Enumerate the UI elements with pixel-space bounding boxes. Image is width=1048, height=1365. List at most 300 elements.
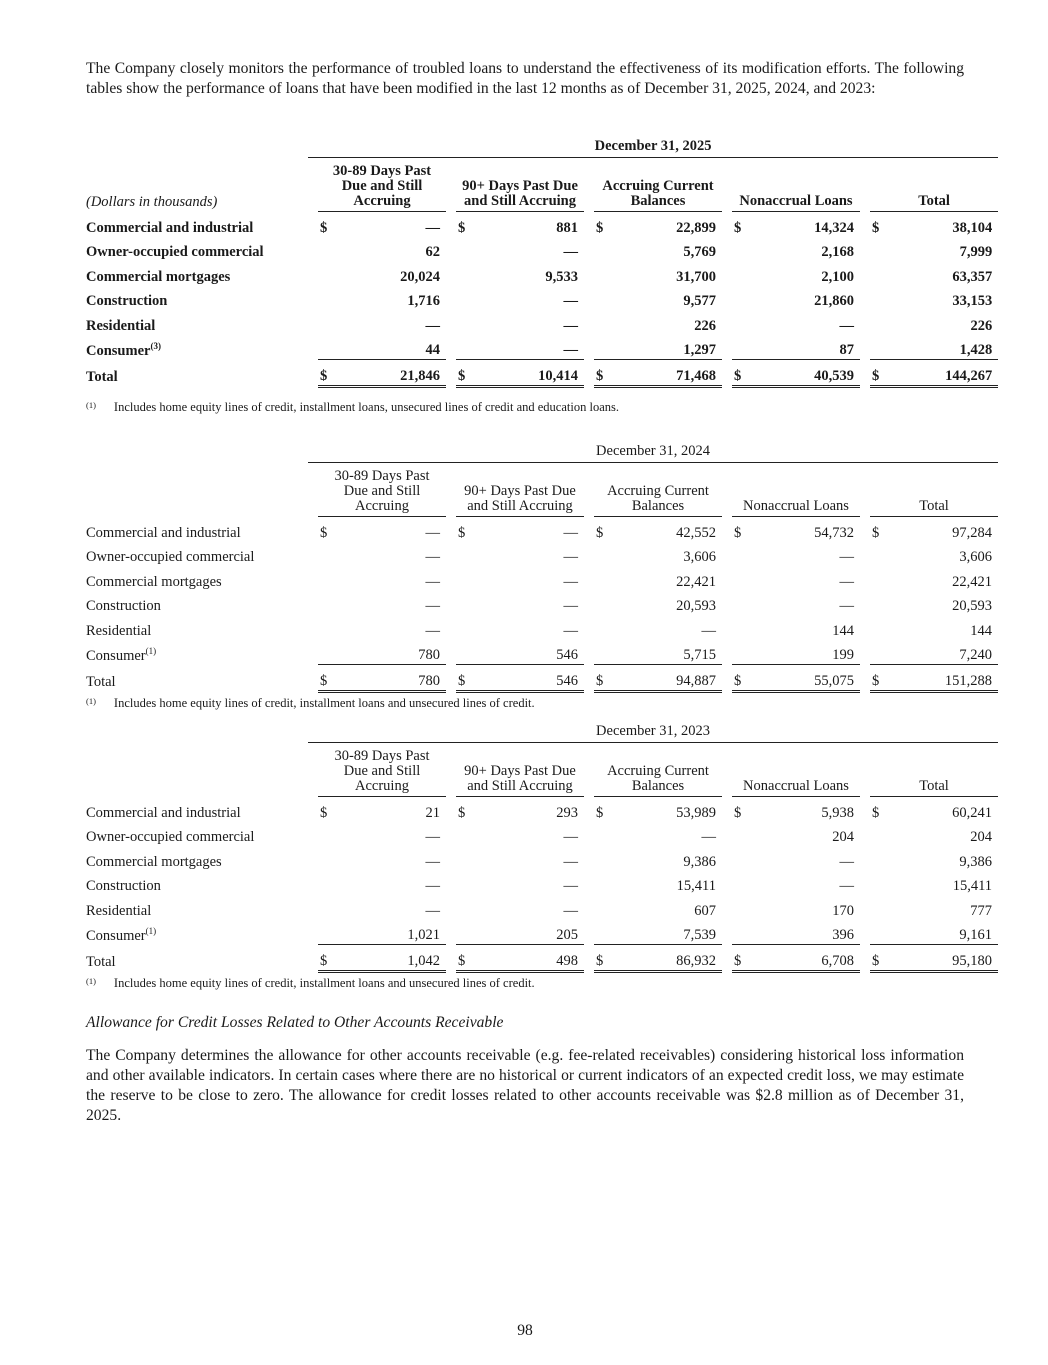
footnote-2024 <box>86 696 535 711</box>
table-row <box>86 846 998 871</box>
spacer <box>722 212 732 237</box>
currency-symbol: $ <box>318 945 334 972</box>
spacer <box>722 261 732 286</box>
row-label <box>86 360 308 387</box>
spacer <box>446 158 456 212</box>
table-row <box>86 615 998 640</box>
currency-symbol <box>456 591 472 616</box>
cell-value: — <box>563 573 578 590</box>
cell-value: 6,708 <box>748 945 860 972</box>
spacer <box>308 945 318 972</box>
spacer <box>86 138 308 158</box>
row-label-text: Residential <box>86 317 156 334</box>
spacer <box>584 158 594 212</box>
spacer <box>446 566 456 591</box>
spacer <box>584 360 594 387</box>
spacer <box>446 846 456 871</box>
currency-symbol <box>456 846 472 871</box>
currency-symbol <box>732 261 748 286</box>
currency-symbol: $ <box>458 524 466 541</box>
currency-symbol <box>594 920 610 945</box>
currency-symbol <box>318 640 334 665</box>
spacer <box>584 463 594 517</box>
column-header: Total <box>870 158 998 212</box>
column-header: Total <box>870 463 998 517</box>
table-row <box>86 871 998 896</box>
column-header: 90+ Days Past Due and Still Accruing <box>456 463 584 517</box>
currency-symbol <box>870 640 886 665</box>
row-label <box>86 310 308 335</box>
currency-symbol: $ <box>732 945 748 972</box>
cell-value: 15,411 <box>952 878 993 894</box>
cell-value: 9,386 <box>959 853 993 870</box>
spacer <box>308 895 318 920</box>
cell-value: — <box>563 598 578 614</box>
currency-symbol <box>318 335 334 360</box>
cell-value: 1,021 <box>334 920 446 945</box>
cell-value: 1,428 <box>886 335 998 360</box>
spacer <box>584 212 594 237</box>
cell-value: 31,700 <box>676 268 716 285</box>
currency-symbol <box>870 615 886 640</box>
row-label-text: Construction <box>86 598 161 614</box>
row-label-text: Total <box>86 954 116 970</box>
cell-value: 87 <box>748 335 860 360</box>
table-row <box>86 237 998 262</box>
currency-symbol: $ <box>596 219 604 236</box>
total-row <box>86 665 998 692</box>
spacer <box>584 286 594 311</box>
cell-value: 2,168 <box>821 244 854 260</box>
column-header: Nonaccrual Loans <box>732 158 860 212</box>
column-header-row <box>86 158 998 212</box>
cell-value: 22,421 <box>952 573 993 590</box>
currency-symbol <box>318 895 334 920</box>
currency-symbol: $ <box>456 945 472 972</box>
spacer <box>308 846 318 871</box>
table-row <box>86 335 998 360</box>
spacer <box>722 335 732 360</box>
row-label-text: Commercial mortgages <box>86 268 231 285</box>
period-header-row <box>86 723 998 743</box>
cell-value: — <box>563 317 578 334</box>
spacer <box>722 822 732 847</box>
spacer <box>308 310 318 335</box>
cell-value: 44 <box>334 335 446 360</box>
cell-value: 1,716 <box>407 293 440 309</box>
row-label-text: Commercial and industrial <box>86 804 241 821</box>
row-label <box>86 895 308 920</box>
spacer <box>860 360 870 387</box>
row-label-text: Commercial mortgages <box>86 853 222 870</box>
spacer <box>584 517 594 542</box>
row-label <box>86 542 308 567</box>
footnote-marker: (1) <box>86 696 96 706</box>
spacer <box>722 920 732 945</box>
cell-value: 3,606 <box>959 549 993 565</box>
spacer <box>860 212 870 237</box>
row-label <box>86 822 308 847</box>
currency-symbol <box>318 822 334 847</box>
units-label <box>86 743 308 797</box>
cell-value: — <box>425 598 440 614</box>
cell-value: 7,999 <box>959 244 993 260</box>
currency-symbol <box>594 286 610 311</box>
units-label: (Dollars in thousands) <box>86 193 218 210</box>
spacer <box>446 212 456 237</box>
spacer <box>722 846 732 871</box>
cell-value: 204 <box>970 829 993 845</box>
currency-symbol <box>870 542 886 567</box>
cell-value: — <box>425 317 440 334</box>
currency-symbol: $ <box>870 360 886 387</box>
row-label-text: Owner-occupied commercial <box>86 829 255 845</box>
currency-symbol <box>870 895 886 920</box>
spacer <box>86 723 308 743</box>
cell-value: 170 <box>832 902 854 919</box>
column-header: Accruing Current Balances <box>594 743 722 797</box>
spacer <box>446 360 456 387</box>
spacer <box>722 640 732 665</box>
currency-symbol <box>870 335 886 360</box>
spacer <box>860 822 870 847</box>
currency-symbol <box>456 566 472 591</box>
column-header: 90+ Days Past Due and Still Accruing <box>456 158 584 212</box>
spacer <box>446 945 456 972</box>
currency-symbol <box>456 822 472 847</box>
spacer <box>308 920 318 945</box>
spacer <box>860 846 870 871</box>
cell-value: — <box>425 524 440 541</box>
currency-symbol <box>318 920 334 945</box>
spacer <box>446 920 456 945</box>
cell-value: 38,104 <box>952 219 993 236</box>
currency-symbol <box>870 261 886 286</box>
cell-value: 94,887 <box>610 665 722 692</box>
cell-value: — <box>425 573 440 590</box>
cell-value: 40,539 <box>748 360 860 387</box>
spacer <box>860 640 870 665</box>
spacer <box>446 615 456 640</box>
currency-symbol: $ <box>596 524 604 541</box>
spacer <box>446 261 456 286</box>
table-row <box>86 591 998 616</box>
spacer <box>584 566 594 591</box>
spacer <box>584 665 594 692</box>
row-label <box>86 286 308 311</box>
cell-value: — <box>425 549 440 565</box>
currency-symbol <box>456 895 472 920</box>
currency-symbol <box>318 591 334 616</box>
table-row <box>86 286 998 311</box>
column-header-row <box>86 463 998 517</box>
cell-value: — <box>563 524 578 541</box>
spacer <box>584 542 594 567</box>
cell-value: 9,161 <box>886 920 998 945</box>
row-label <box>86 920 308 945</box>
currency-symbol <box>456 542 472 567</box>
currency-symbol <box>594 237 610 262</box>
spacer <box>584 920 594 945</box>
cell-value: — <box>563 829 578 845</box>
cell-value: 54,732 <box>814 524 854 541</box>
cell-value: — <box>839 853 854 870</box>
cell-value: 607 <box>694 902 716 919</box>
currency-symbol: $ <box>596 804 604 821</box>
column-header: 30-89 Days Past Due and Still Accruing <box>318 463 446 517</box>
cell-value: 95,180 <box>886 945 998 972</box>
spacer <box>446 517 456 542</box>
spacer <box>860 286 870 311</box>
currency-symbol: $ <box>734 524 742 541</box>
cell-value: 5,769 <box>683 244 716 260</box>
currency-symbol <box>318 286 334 311</box>
spacer <box>722 360 732 387</box>
spacer <box>860 335 870 360</box>
currency-symbol <box>318 846 334 871</box>
row-label <box>86 640 308 665</box>
spacer <box>584 640 594 665</box>
spacer <box>860 591 870 616</box>
currency-symbol <box>732 920 748 945</box>
cell-value: 21 <box>425 804 440 821</box>
spacer <box>722 542 732 567</box>
footnote-2023 <box>86 976 535 991</box>
cell-value: 226 <box>694 317 716 334</box>
spacer <box>446 286 456 311</box>
spacer <box>308 640 318 665</box>
spacer <box>584 335 594 360</box>
currency-symbol: $ <box>872 524 880 541</box>
row-label-text: Consumer <box>86 927 146 944</box>
spacer <box>446 895 456 920</box>
spacer <box>860 743 870 797</box>
spacer <box>308 822 318 847</box>
currency-symbol <box>870 871 886 896</box>
cell-value: — <box>472 335 584 360</box>
spacer <box>584 895 594 920</box>
footnote-marker: (1) <box>86 976 96 986</box>
currency-symbol <box>594 310 610 335</box>
currency-symbol: $ <box>318 665 334 692</box>
cell-value: 546 <box>472 640 584 665</box>
row-label-text: Commercial mortgages <box>86 573 222 590</box>
spacer <box>722 895 732 920</box>
column-header: Accruing Current Balances <box>594 158 722 212</box>
column-header: 30-89 Days Past Due and Still Accruing <box>318 743 446 797</box>
cell-value: 22,421 <box>676 573 716 590</box>
spacer <box>584 615 594 640</box>
cell-value: 144 <box>832 622 854 639</box>
spacer <box>722 286 732 311</box>
spacer <box>86 443 308 463</box>
row-label-text: Owner-occupied commercial <box>86 244 264 260</box>
cell-value: 780 <box>334 640 446 665</box>
spacer <box>722 517 732 542</box>
currency-symbol <box>870 237 886 262</box>
row-label-text: Residential <box>86 622 152 639</box>
currency-symbol: $ <box>870 945 886 972</box>
row-label <box>86 517 308 542</box>
spacer <box>722 615 732 640</box>
spacer <box>308 335 318 360</box>
currency-symbol <box>594 335 610 360</box>
spacer <box>860 542 870 567</box>
spacer <box>446 665 456 692</box>
currency-symbol: $ <box>318 360 334 387</box>
cell-value: 20,593 <box>676 598 716 614</box>
cell-value: 20,593 <box>952 598 993 614</box>
spacer <box>722 463 732 517</box>
cell-value: 9,533 <box>545 268 578 285</box>
cell-value: — <box>563 853 578 870</box>
spacer <box>860 665 870 692</box>
currency-symbol <box>732 871 748 896</box>
cell-value: 53,989 <box>676 804 716 821</box>
cell-value: 396 <box>748 920 860 945</box>
currency-symbol <box>318 310 334 335</box>
spacer <box>446 591 456 616</box>
spacer <box>308 158 318 212</box>
spacer <box>308 591 318 616</box>
cell-value: 21,860 <box>814 293 854 309</box>
footnote-text: Includes home equity lines of credit, installment loans and unsecured lines of credit. <box>113 976 535 990</box>
cell-value: 777 <box>970 902 993 919</box>
cell-value: 9,386 <box>683 853 716 870</box>
row-label <box>86 846 308 871</box>
spacer <box>308 615 318 640</box>
spacer <box>308 542 318 567</box>
table-row <box>86 517 998 542</box>
row-label-text: Residential <box>86 902 152 919</box>
cell-value: 21,846 <box>334 360 446 387</box>
spacer <box>860 463 870 517</box>
period-label: December 31, 2023 <box>308 723 998 743</box>
currency-symbol <box>456 871 472 896</box>
cell-value: — <box>839 549 854 565</box>
currency-symbol <box>594 640 610 665</box>
spacer <box>446 640 456 665</box>
cell-value: — <box>839 317 854 334</box>
cell-value: — <box>563 549 578 565</box>
spacer <box>860 310 870 335</box>
spacer <box>722 237 732 262</box>
units-label <box>86 463 308 517</box>
spacer <box>860 895 870 920</box>
cell-value: — <box>839 878 854 894</box>
cell-value: — <box>425 902 440 919</box>
currency-symbol: $ <box>872 219 880 236</box>
currency-symbol <box>594 895 610 920</box>
currency-symbol: $ <box>734 219 742 236</box>
spacer <box>446 871 456 896</box>
cell-value: — <box>563 293 578 309</box>
spacer <box>860 615 870 640</box>
spacer <box>308 237 318 262</box>
table-row <box>86 261 998 286</box>
currency-symbol: $ <box>458 219 466 236</box>
currency-symbol: $ <box>870 665 886 692</box>
currency-symbol <box>456 920 472 945</box>
column-header-row <box>86 743 998 797</box>
table-row <box>86 566 998 591</box>
spacer <box>860 920 870 945</box>
currency-symbol <box>456 640 472 665</box>
currency-symbol <box>870 286 886 311</box>
currency-symbol <box>870 310 886 335</box>
row-label <box>86 797 308 822</box>
spacer <box>308 871 318 896</box>
spacer <box>446 335 456 360</box>
table-row <box>86 212 998 237</box>
spacer <box>584 846 594 871</box>
column-header: Total <box>870 743 998 797</box>
cell-value: 204 <box>832 829 854 845</box>
spacer <box>584 261 594 286</box>
spacer <box>308 463 318 517</box>
cell-value: — <box>425 622 440 639</box>
spacer <box>584 945 594 972</box>
cell-value: 20,024 <box>400 268 440 285</box>
spacer <box>446 822 456 847</box>
cell-value: 55,075 <box>748 665 860 692</box>
currency-symbol: $ <box>456 665 472 692</box>
currency-symbol <box>594 822 610 847</box>
currency-symbol <box>732 822 748 847</box>
currency-symbol <box>732 542 748 567</box>
currency-symbol: $ <box>320 524 328 541</box>
cell-value: 7,539 <box>610 920 722 945</box>
spacer <box>584 871 594 896</box>
cell-value: 5,938 <box>821 804 854 821</box>
spacer <box>446 743 456 797</box>
spacer <box>308 212 318 237</box>
cell-value: 42,552 <box>676 524 716 541</box>
row-label-text: Owner-occupied commercial <box>86 549 255 565</box>
spacer <box>308 517 318 542</box>
page-number: 98 <box>517 1322 533 1339</box>
cell-value: 15,411 <box>676 878 716 894</box>
spacer <box>446 542 456 567</box>
cell-value: 9,577 <box>683 293 716 309</box>
row-label <box>86 261 308 286</box>
currency-symbol <box>318 615 334 640</box>
spacer <box>860 566 870 591</box>
intro-paragraph: The Company closely monitors the performance of troubled loans to understand the effectiveness of its modification efforts. The following tables show the performance of loans that have been modified in the last 12 months as of December 31, 2025, 2024, and 2023: <box>86 60 964 97</box>
currency-symbol: $ <box>734 804 742 821</box>
currency-symbol <box>456 310 472 335</box>
spacer <box>308 360 318 387</box>
currency-symbol <box>870 591 886 616</box>
currency-symbol <box>456 261 472 286</box>
modified-loans-table-2024 <box>86 443 993 693</box>
row-label-text: Commercial and industrial <box>86 219 254 236</box>
spacer <box>860 797 870 822</box>
spacer <box>722 743 732 797</box>
cell-value: — <box>563 902 578 919</box>
row-label-text: Consumer <box>86 342 151 359</box>
spacer <box>584 591 594 616</box>
footnote-2025 <box>86 400 619 415</box>
spacer <box>860 871 870 896</box>
spacer <box>308 261 318 286</box>
closing-paragraph: The Company determines the allowance for other accounts receivable (e.g. fee-related receivables) considering historical loss information and other available indicators. In certain cases where there are no historical or current indicators of an expected credit loss, we may estimate the reserve to be close to zero. The allowance for credit losses related to other accounts receivable was $2.8 million as of December 31, 2025. <box>86 1047 964 1124</box>
currency-symbol: $ <box>320 804 328 821</box>
row-label <box>86 591 308 616</box>
currency-symbol <box>318 261 334 286</box>
footnote-ref: (1) <box>145 645 157 656</box>
cell-value: — <box>425 853 440 870</box>
